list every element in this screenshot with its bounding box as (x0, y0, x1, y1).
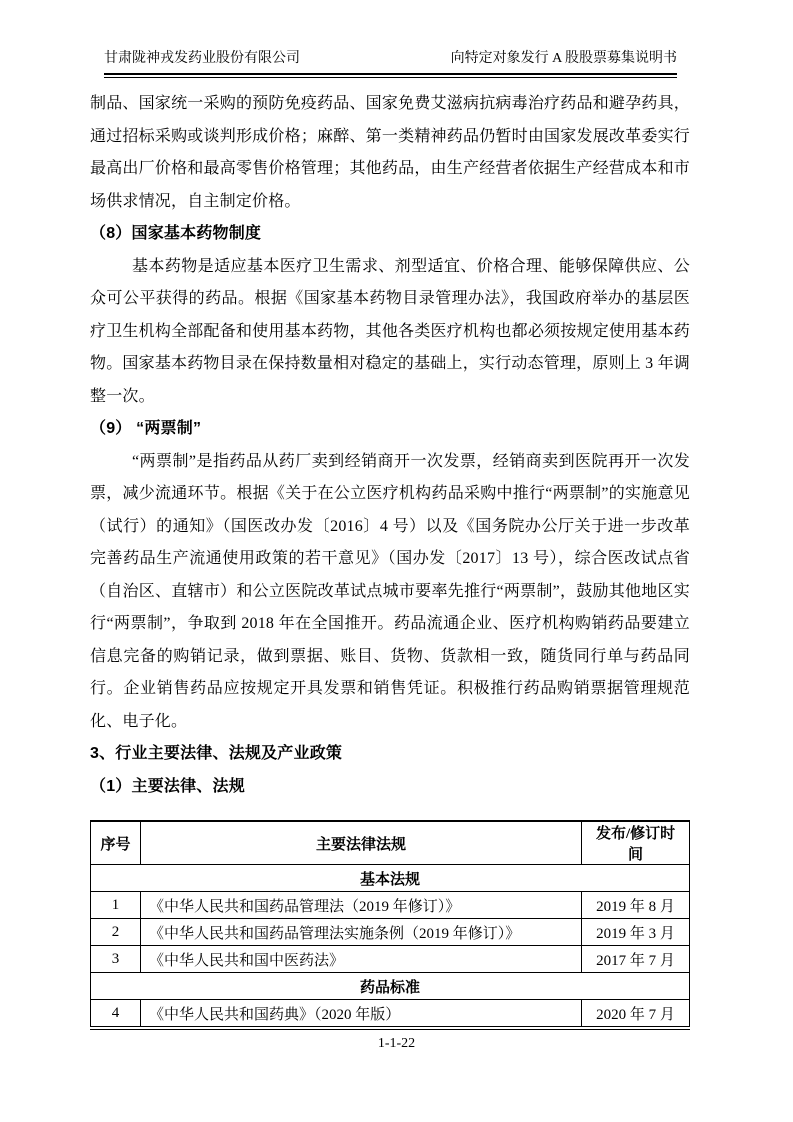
table-row (91, 892, 690, 919)
table-row (91, 946, 690, 973)
row-law: 《中华人民共和国药典》（2020 年版） (140, 1000, 581, 1029)
table-row (91, 1000, 690, 1029)
header-company-name: 甘肃陇神戎发药业股份有限公司 (104, 51, 300, 66)
page-header (104, 50, 677, 75)
col-header-no: 序号 (91, 821, 141, 865)
laws-table-header-row (91, 821, 690, 865)
row-law: 《中华人民共和国中医药法》 (140, 946, 581, 973)
laws-table (90, 820, 690, 1030)
row-date: 2020 年 7 月 (582, 1000, 690, 1029)
para-two-invoice-system: “两票制”是指药品从药厂卖到经销商开一次发票，经销商卖到医院再开一次发票，减少流通环节。根据《关于在公立医疗机构药品采购中推行“两票制”的实施意见（试行）的通知》（国医改办发〔2016〕4 号）以及《国务院办公厅关于进一步改革完善药品生产流通使用政策的若干意见》（国办发〔2017〕13 号），综合医改试点省（自治区、直辖市）和公立医院改革试点城市要率先推行“两票制”，鼓励其他地区实行“两票制”，争取到 2018 年在全国推开。药品流通企业、医疗机构购销药品要建立信息完备的购销记录，做到票据、账目、货物、货款相一致，随货同行单与药品同行。企业销售药品应按规定开具发票和销售凭证。积极推行药品购销票据管理规范化、电子化。 (90, 452, 690, 730)
row-date: 2019 年 8 月 (582, 892, 690, 919)
para-essential-drug-system: 基本药物是适应基本医疗卫生需求、剂型适宜、价格合理、能够保障供应、公众可公平获得的药品。根据《国家基本药物目录管理办法》，我国政府举办的基层医疗卫生机构全部配备和使用基本药物，其他各类医疗机构也都必须按规定使用基本药物。国家基本药物目录在保持数量相对稳定的基础上，实行动态管理，原则上 3 年调整一次。 (90, 257, 690, 405)
row-no: 3 (91, 946, 141, 973)
row-law: 《中华人民共和国药品管理法实施条例（2019 年修订）》 (140, 919, 581, 946)
col-header-date: 发布/修订时间 (582, 821, 690, 865)
table-section-drug-standards: 药品标准 (91, 973, 690, 1000)
page-body (90, 88, 690, 1030)
heading-essential-drug-system: （8）国家基本药物制度 (90, 225, 262, 242)
row-date: 2019 年 3 月 (582, 919, 690, 946)
footer-page-number: 1-1-22 (377, 1036, 416, 1051)
row-no: 1 (91, 892, 141, 919)
heading-main-laws-regulations: （1）主要法律、法规 (90, 777, 245, 795)
table-row (91, 919, 690, 946)
col-header-law: 主要法律法规 (140, 821, 581, 865)
row-no: 4 (91, 1000, 141, 1029)
row-date: 2017 年 7 月 (582, 946, 690, 973)
heading-industry-laws-policies: 3、行业主要法律、法规及产业政策 (90, 745, 343, 762)
para-price-regulation-continued: 制品、国家统一采购的预防免疫药品、国家免费艾滋病抗病毒治疗药品和避孕药具，通过招标采购或谈判形成价格；麻醉、第一类精神药品仍暂时由国家发展改革委实行最高出厂价格和最高零售价格管理；其他药品，由生产经营者依据生产经营成本和市场供求情况，自主制定价格。 (90, 95, 690, 210)
row-law: 《中华人民共和国药品管理法（2019 年修订）》 (140, 892, 581, 919)
table-section-basic-laws: 基本法规 (91, 865, 690, 892)
row-no: 2 (91, 919, 141, 946)
header-doc-title: 向特定对象发行 A 股股票募集说明书 (450, 51, 677, 66)
heading-two-invoice-system: （9） “两票制” (90, 420, 202, 437)
